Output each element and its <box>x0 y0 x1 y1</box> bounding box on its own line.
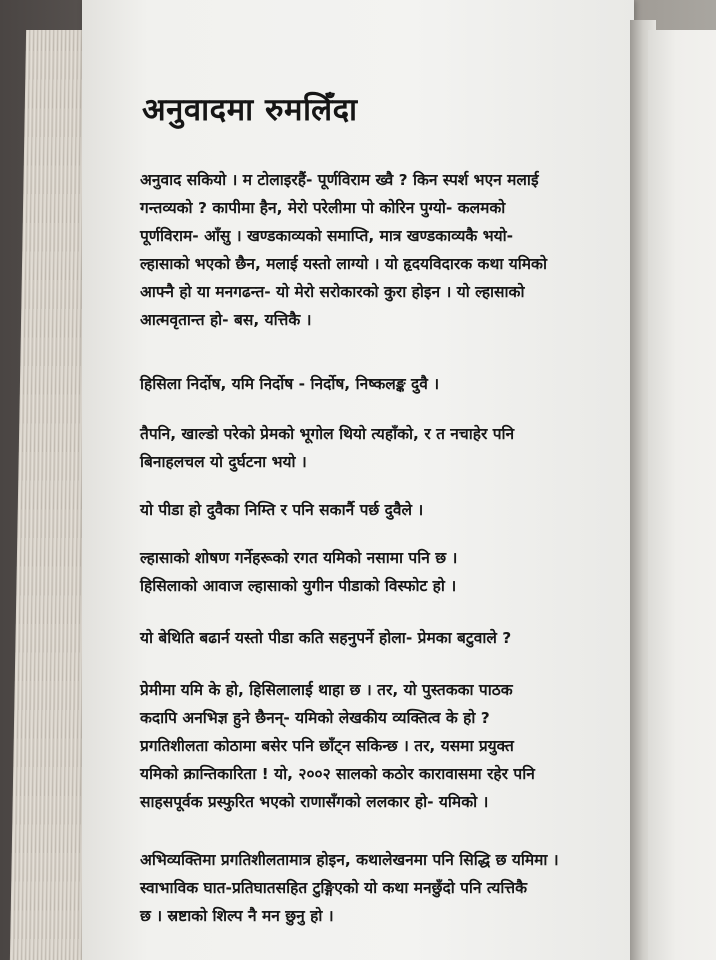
text-line: यो पीडा हो दुवैका निम्ति र पनि सकार्नै पर्छ दुवैले । <box>140 501 424 519</box>
paragraph-6 <box>140 624 640 652</box>
paragraph-2 <box>140 370 640 398</box>
text-line: ल्हासाको भएको छैन, मलाई यस्तो लाग्यो । यो हृदयविदारक कथा यमिको <box>140 255 547 273</box>
text-line: आफ्नै हो या मनगढन्त- यो मेरो सरोकारको कुरा होइन । यो ल्हासाको <box>140 283 525 301</box>
text-line: स्वाभाविक घात-प्रतिघातसहित टुङ्गिएको यो कथा मनछुँदो पनि त्यत्तिकै <box>140 879 528 897</box>
text-line: अनुवाद सकियो । म टोलाइरहैं- पूर्णविराम ख्वै ? किन स्पर्श भएन मलाई <box>140 171 539 189</box>
paragraph-4 <box>140 496 640 524</box>
text-line: साहसपूर्वक प्रस्फुरित भएको राणासँगको ललकार हो- यमिको । <box>140 793 489 811</box>
paragraph-8 <box>140 846 640 930</box>
text-line: ल्हासाको शोषण गर्नेहरूको रगत यमिको नसामा पनि छ । <box>140 549 458 567</box>
paragraph-7 <box>140 676 640 816</box>
paragraph-5 <box>140 544 640 600</box>
text-line: छ । स्रष्टाको शिल्प नै मन छुनु हो । <box>140 907 334 925</box>
text-line: हिसिला निर्दोष, यमि निर्दोष - निर्दोष, निष्कलङ्क दुवै । <box>140 375 440 393</box>
text-line: आत्मवृतान्त हो- बस, यत्तिकै । <box>140 311 312 329</box>
text-line: तैपनि, खाल्डो परेको प्रेमको भूगोल थियो त्यहाँको, र त नचाहेर पनि <box>140 425 515 443</box>
text-line: यो बेथिति बढार्न यस्तो पीडा कति सहनुपर्ने होला- प्रेमका बटुवाले ? <box>140 629 512 647</box>
paragraph-3 <box>140 420 640 476</box>
paragraph-1 <box>140 166 640 334</box>
text-line: पूर्णविराम- आँसु । खण्डकाव्यको समाप्ति, मात्र खण्डकाव्यकै भयो- <box>140 227 514 245</box>
text-line: कदापि अनभिज्ञ हुने छैनन्- यमिको लेखकीय व्यक्तित्व के हो ? <box>140 709 490 727</box>
left-book-page <box>82 0 634 960</box>
text-line: अभिव्यक्तिमा प्रगतिशीलतामात्र होइन, कथालेखनमा पनि सिद्धि छ यमिमा । <box>140 851 559 869</box>
text-line: प्रगतिशीलता कोठामा बसेर पनि छाँट्न सकिन्छ । तर, यसमा प्रयुक्त <box>140 737 514 755</box>
page-title: अनुवादमा रुमलिँदा <box>142 92 358 128</box>
text-line: यमिको क्रान्तिकारिता ! यो, २००२ सालको कठोर कारावासमा रहेर पनि <box>140 765 535 783</box>
text-line: हिसिलाको आवाज ल्हासाको युगीन पीडाको विस्फोट हो । <box>140 577 457 595</box>
text-line: गन्तव्यको ? कापीमा हैन, मेरो परेलीमा पो कोरिन पुग्यो- कलमको <box>140 199 506 217</box>
text-line: प्रेमीमा यमि के हो, हिसिलालाई थाहा छ । तर, यो पुस्तकका पाठक <box>140 681 513 699</box>
text-line: बिनाहलचल यो दुर्घटना भयो । <box>140 453 307 471</box>
right-book-page <box>648 30 716 960</box>
